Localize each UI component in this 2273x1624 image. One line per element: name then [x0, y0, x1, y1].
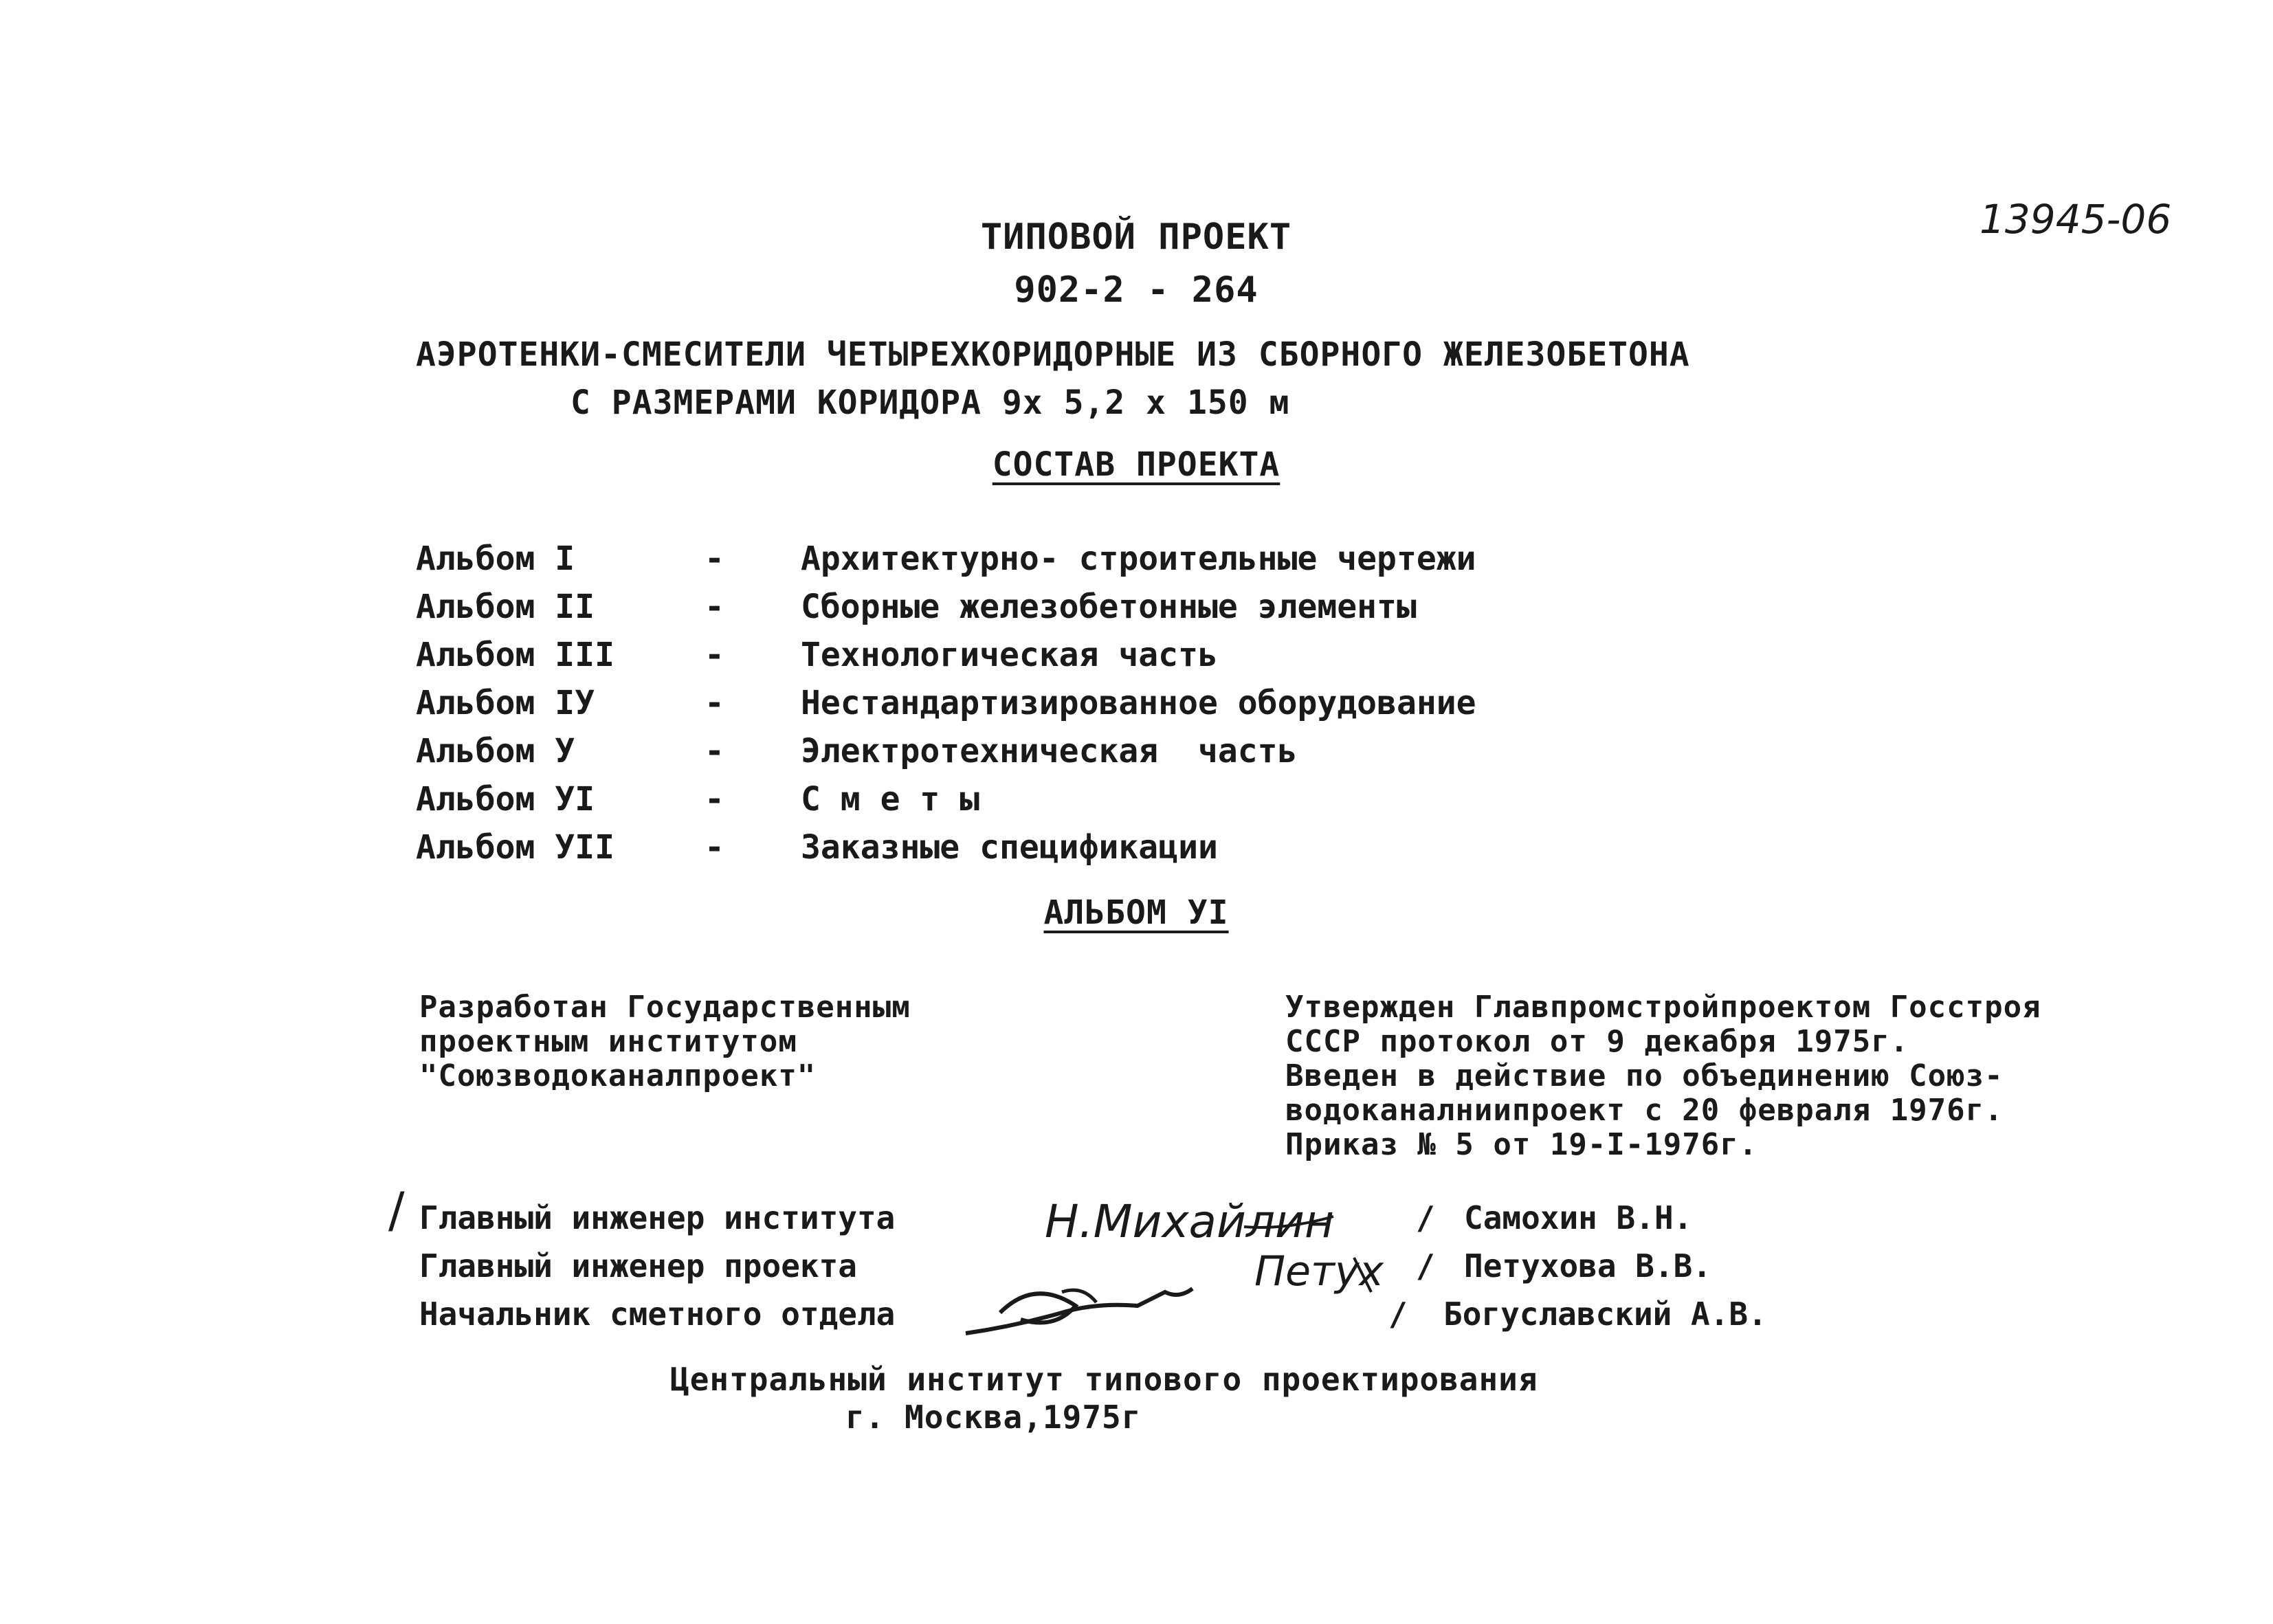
composition-heading: СОСТАВ ПРОЕКТА — [992, 445, 1280, 484]
album-dash: - — [705, 732, 724, 770]
album-dash: - — [705, 828, 724, 867]
signature-slash: / — [1416, 1199, 1435, 1236]
approval-line5: Приказ № 5 от 19-I-1976г. — [1285, 1127, 1758, 1162]
album-row — [416, 588, 1584, 629]
signature-role: Главный инженер института — [419, 1199, 896, 1236]
album-dash: - — [705, 684, 724, 722]
signature-slash: / — [1388, 1295, 1408, 1333]
album-description: Архитектурно- строительные чертежи — [801, 540, 1476, 578]
signature-slash-mark: / — [388, 1182, 405, 1238]
album-description: Заказные спецификации — [801, 828, 1218, 867]
developer-line1: Разработан Государственным — [419, 990, 911, 1025]
signature-role: Главный инженер проекта — [419, 1247, 857, 1284]
album-name: Альбом I — [416, 540, 575, 578]
album-row — [416, 732, 1584, 773]
project-title-line2: С РАЗМЕРАМИ КОРИДОРА 9х 5,2 х 150 м — [570, 383, 1290, 422]
footer-city-year: г. Москва,1975г — [845, 1399, 1142, 1436]
album-row — [416, 684, 1584, 725]
approval-line4: водоканалниипроект с 20 февраля 1976г. — [1285, 1093, 2004, 1128]
album-description: С м е т ы — [801, 780, 980, 819]
album-row — [416, 780, 1584, 821]
document-number-stamp: 13945-06 — [1980, 196, 2172, 243]
album-dash: - — [705, 588, 724, 626]
approval-line3: Введен в действие по объединению Союз- — [1285, 1058, 2004, 1093]
album-row — [416, 540, 1584, 581]
current-album-heading: АЛЬБОМ УI — [1043, 893, 1229, 932]
album-name: Альбом III — [416, 636, 614, 674]
album-description: Электротехническая часть — [801, 732, 1298, 770]
approval-line1: Утвержден Главпромстройпроектом Госстроя — [1285, 990, 2041, 1025]
svg-text:Петух: Петух — [1254, 1247, 1384, 1295]
handwritten-signature-3 — [959, 1265, 1206, 1347]
album-dash: - — [705, 636, 724, 674]
album-description: Нестандартизированное оборудование — [801, 684, 1476, 722]
developer-line2: проектным институтом — [419, 1024, 797, 1059]
footer-institute: Центральный институт типового проектирования — [670, 1361, 1538, 1398]
album-name: Альбом IУ — [416, 684, 595, 722]
signatory-name: Богуславский А.В. — [1443, 1295, 1767, 1333]
developer-line3: "Союзводоканалпроект" — [419, 1058, 817, 1093]
album-dash: - — [705, 540, 724, 578]
signature-role: Начальник сметного отдела — [419, 1295, 896, 1333]
approval-line2: СССР протокол от 9 декабря 1975г. — [1285, 1024, 1909, 1059]
handwritten-signature-1 — [1038, 1189, 1340, 1251]
album-name: Альбом У — [416, 732, 575, 770]
signature-slash: / — [1416, 1247, 1435, 1284]
album-description: Сборные железобетонные элементы — [801, 588, 1417, 626]
album-row — [416, 828, 1584, 869]
svg-text:Н.Михайлин: Н.Михайлин — [1045, 1195, 1335, 1248]
album-name: Альбом УI — [416, 780, 595, 819]
signatory-name: Петухова В.В. — [1464, 1247, 1712, 1284]
album-dash: - — [705, 780, 724, 819]
album-name: Альбом II — [416, 588, 595, 626]
project-title-line1: АЭРОТЕНКИ-СМЕСИТЕЛИ ЧЕТЫРЕХКОРИДОРНЫЕ ИЗ СБОРНОГО ЖЕЛЕЗОБЕТОНА — [416, 335, 1690, 374]
album-row — [416, 636, 1584, 677]
signatory-name: Самохин В.Н. — [1464, 1199, 1693, 1236]
project-type-label: ТИПОВОЙ ПРОЕКТ — [980, 216, 1292, 258]
album-description: Технологическая часть — [801, 636, 1218, 674]
project-number: 902-2 - 264 — [1014, 269, 1259, 311]
handwritten-signature-2 — [1251, 1244, 1388, 1299]
album-name: Альбом УII — [416, 828, 614, 867]
